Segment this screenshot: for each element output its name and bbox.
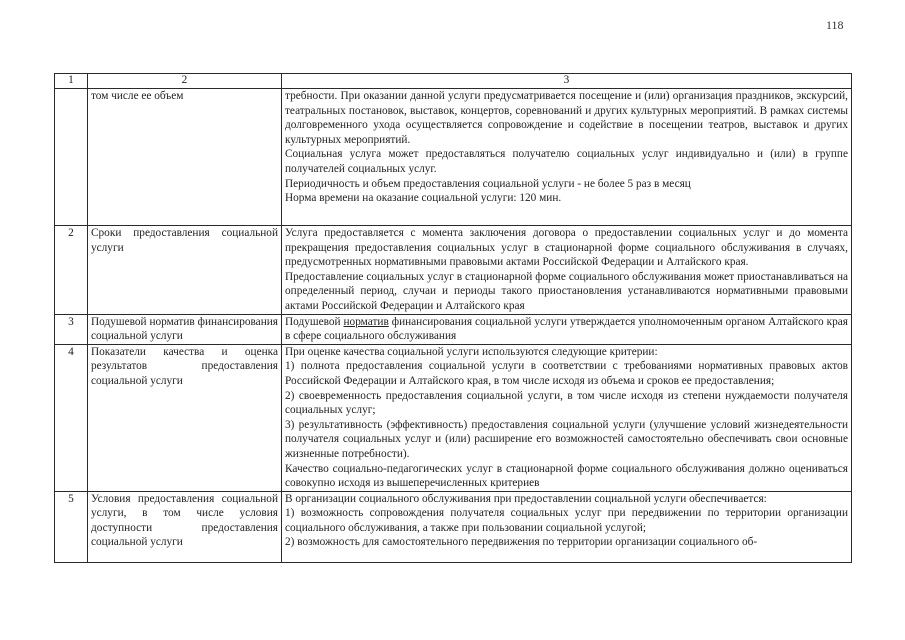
description-paragraph: 2) своевременность предоставления социальной услуги, в том числе исходя из степени нуждаемости получателя социальных услуг; [285, 389, 848, 417]
description-paragraph: Предоставление социальных услуг в стационарной форме социального обслуживания может приостанавливаться на определенный период, случаи и периоды такого приостановления устанавливаются нормативными правовыми актами Российской Федерации и Алтайского края [285, 270, 848, 312]
description-paragraph: Социальная услуга может предоставляться получателю социальных услуг индивидуально и (или) в группе получателей социальных услуг. [285, 148, 848, 175]
description-paragraph: В организации социального обслуживания при предоставлении социальной услуги обеспечивается: [285, 492, 767, 505]
table-row [55, 491, 852, 562]
description-paragraph: Периодичность и объем предоставления социальной услуги - не более 5 раз в месяц [285, 177, 691, 190]
norm-link[interactable]: норматив [343, 315, 389, 328]
description-paragraph: 1) возможность сопровождения получателя социальных услуг при передвижении по территории организации социального обслуживания, а также при пользовании социальной услугой; [285, 507, 848, 534]
text-before-link: Подушевой [285, 315, 344, 328]
description-paragraph: Норма времени на оказание социальной услуги: 120 мин. [285, 192, 562, 205]
row-name: Сроки предоставления социальной услуги [88, 226, 282, 315]
table-header-row [55, 74, 852, 89]
row-description [282, 89, 852, 226]
row-number: 4 [55, 344, 88, 491]
row-description [282, 314, 852, 344]
table-row [55, 314, 852, 344]
description-paragraph: Качество социально-педагогических услуг в стационарной форме социального обслуживания должно оцениваться совокупно исходя из вышеперечисленных критериев [285, 462, 848, 490]
description-paragraph [285, 315, 848, 344]
description-paragraph: 1) полнота предоставления социальной услуги в соответствии с требованиями нормативных правовых актов Российской Федерации и Алтайского края, в том числе исходя из объема и сроков ее предоставления; [285, 360, 848, 387]
row-number [55, 89, 88, 226]
service-table [54, 73, 852, 563]
row-description [282, 344, 852, 491]
row-description [282, 491, 852, 562]
row-name: Показатели качества и оценка результатов предоставления социальной услуги [88, 344, 282, 491]
row-number: 5 [55, 491, 88, 562]
table-row [55, 226, 852, 315]
row-number: 3 [55, 314, 88, 344]
row-description [282, 226, 852, 315]
table-row [55, 89, 852, 226]
description-paragraph: 3) результативность (эффективность) предоставления социальной услуги (улучшение условий жизнедеятельности получателя социальных услуг и (или) расширение его возможностей самостоятельно обеспечивать свои основные жизненные потребности). [285, 418, 848, 460]
description-paragraph: Услуга предоставляется с момента заключения договора о предоставлении социальных услуг и до момента прекращения предоставления социальных услуг в стационарной форме социального обслуживания в случаях, предусмотренных нормативными правовыми актами Российской Федерации и Алтайского края. [285, 227, 848, 269]
row-name: Условия предоставления социальной услуги, в том числе условия доступности предоставления социальной услуги [88, 491, 282, 562]
table-row [55, 344, 852, 491]
header-cell-3: 3 [282, 74, 852, 89]
row-name: Подушевой норматив финансирования социальной услуги [88, 314, 282, 344]
description-paragraph: 2) возможность для самостоятельного передвижения по территории организации социального об- [285, 536, 758, 549]
description-paragraph: При оценке качества социальной услуги используются следующие критерии: [285, 345, 658, 358]
header-cell-2: 2 [88, 74, 282, 89]
header-cell-1: 1 [55, 74, 88, 89]
row-name: том числе ее объем [88, 89, 282, 226]
row-number: 2 [55, 226, 88, 315]
text-after-link: финансирования социальной услуги утверждается уполномоченным органом Алтайского края в сфере социального обслуживания [285, 315, 848, 343]
description-paragraph: требности. При оказании данной услуги предусматривается посещение и (или) организация праздников, экскурсий, театральных постановок, выставок, концертов, соревнований и других культурных мероприятий. В рамках системы долговременного ухода осуществляется сопровождение и содействие в посещении театров, выставок и других культурных мероприятий. [285, 90, 848, 146]
page-number: 118 [826, 18, 844, 32]
